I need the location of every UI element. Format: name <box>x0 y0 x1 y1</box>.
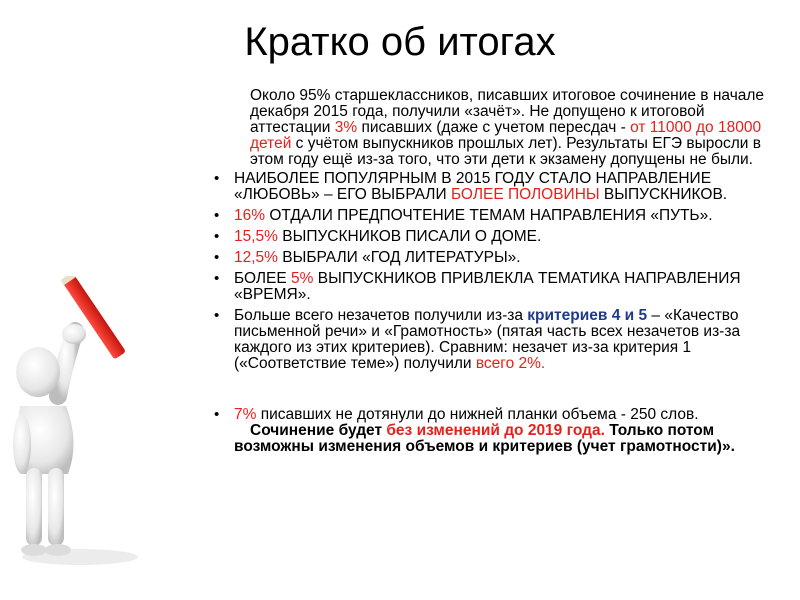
slide-title: Кратко об итогах <box>244 20 556 64</box>
intro-paragraph: Около 95% старшеклассников, писавших итоговое сочинение в начале декабря 2015 года, получили «зачёт». Не допущено к итоговой аттестации 3% писавших (даже с учетом пересдач - от 11000 до 18000 детей с учётом выпускников прошлых лет). Результаты ЕГЭ выросли в этом году ещё из-за того, что эти дети к экзамену допущены не были. <box>250 87 765 168</box>
person-with-red-pencil-icon <box>10 276 170 566</box>
bullet-home: • 15,5% ВЫПУСКНИКОВ ПИСАЛИ О ДОМЕ. <box>214 229 774 245</box>
bullet-love: • НАИБОЛЕЕ ПОПУЛЯРНЫМ В 2015 ГОДУ СТАЛО НАПРАВЛЕНИЕ «ЛЮБОВЬ» – ЕГО ВЫБРАЛИ БОЛЕЕ ПОЛОВИНЫ ВЫПУСКНИКОВ. <box>214 171 774 203</box>
slide-content <box>214 88 774 455</box>
bullet-path: • 16% ОТДАЛИ ПРЕДПОЧТЕНИЕ ТЕМАМ НАПРАВЛЕНИЯ «ПУТЬ». <box>214 208 774 224</box>
bullet-criteria: • Больше всего незачетов получили из-за критериев 4 и 5 – «Качество письменной речи» и «Грамотность» (пятая часть всех незачетов из-за каждого из этих критериев). Сравним: незачет из-за критерия 1 («Соответствие теме») получили всего 2%. <box>214 308 774 372</box>
bullet-volume: • 7% писавших не дотянули до нижней планки объема - 250 слов. Сочинение будет без изменений до 2019 года. Только потом возможны изменения объемов и критериев (учет грамотности)». <box>214 407 774 455</box>
bullet-time: • БОЛЕЕ 5% ВЫПУСКНИКОВ ПРИВЛЕКЛА ТЕМАТИКА НАПРАВЛЕНИЯ «ВРЕМЯ». <box>214 271 774 303</box>
bullet-literature: • 12,5% ВЫБРАЛИ «ГОД ЛИТЕРАТУРЫ». <box>214 250 774 266</box>
bullet-list <box>214 171 774 455</box>
